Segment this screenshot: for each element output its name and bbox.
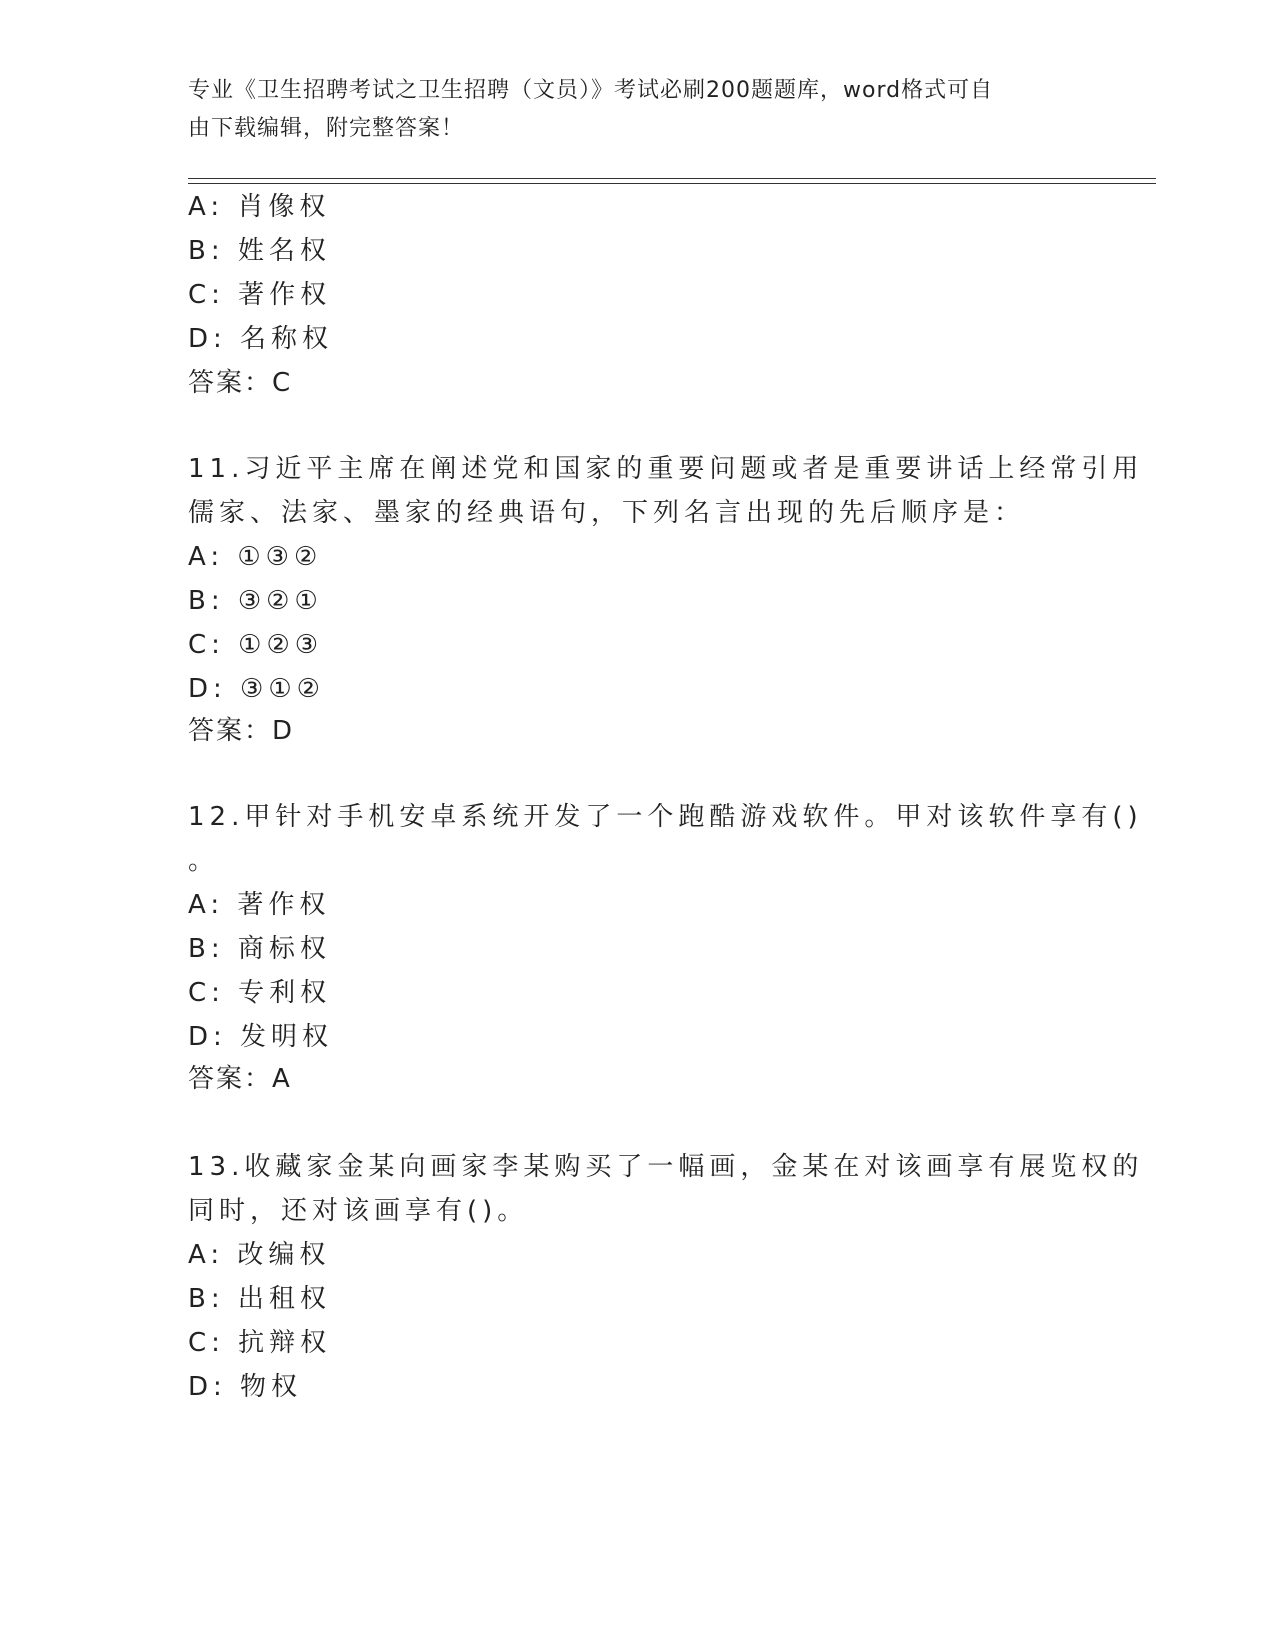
q10-option-a: A: 肖像权	[188, 192, 331, 222]
header-line-2: 由下载编辑，附完整答案！	[188, 116, 465, 141]
q12-text-line-1: 12.甲针对手机安卓系统开发了一个跑酷游戏软件。甲对该软件享有()	[188, 802, 1143, 832]
q10-option-b: B: 姓名权	[188, 236, 331, 266]
q13-option-c: C: 抗辩权	[188, 1328, 332, 1358]
header-divider-top	[188, 178, 1156, 179]
q10-answer: 答案：C	[188, 368, 293, 398]
q11-text-line-1: 11.习近平主席在阐述党和国家的重要问题或者是重要讲话上经常引用	[188, 454, 1144, 484]
q10-option-c: C: 著作权	[188, 280, 332, 310]
q13-option-a: A: 改编权	[188, 1240, 331, 1270]
q11-text-line-2: 儒家、法家、墨家的经典语句，下列名言出现的先后顺序是：	[188, 498, 1026, 528]
header-divider-bottom	[188, 183, 1156, 184]
q12-answer: 答案：A	[188, 1064, 292, 1094]
q12-option-a: A: 著作权	[188, 890, 331, 920]
q12-option-c: C: 专利权	[188, 978, 332, 1008]
q11-option-c: C: ①②③	[188, 630, 324, 660]
q13-text-line-1: 13.收藏家金某向画家李某购买了一幅画，金某在对该画享有展览权的	[188, 1152, 1144, 1182]
q11-answer: 答案：D	[188, 716, 295, 746]
q11-option-b: B: ③②①	[188, 586, 323, 616]
q10-option-d: D: 名称权	[188, 324, 334, 354]
q12-option-b: B: 商标权	[188, 934, 331, 964]
header-line-1: 专业《卫生招聘考试之卫生招聘（文员）》考试必刷200题题库，word格式可自	[188, 78, 994, 103]
q13-option-d: D: 物权	[188, 1372, 303, 1402]
q13-text-line-2: 同时，还对该画享有()。	[188, 1196, 529, 1226]
document-header	[188, 72, 1068, 148]
q13-option-b: B: 出租权	[188, 1284, 331, 1314]
q11-option-d: D: ③①②	[188, 674, 325, 704]
q12-text-line-2: 。	[188, 846, 220, 876]
q12-option-d: D: 发明权	[188, 1022, 334, 1052]
q11-option-a: A: ①③②	[188, 542, 323, 572]
